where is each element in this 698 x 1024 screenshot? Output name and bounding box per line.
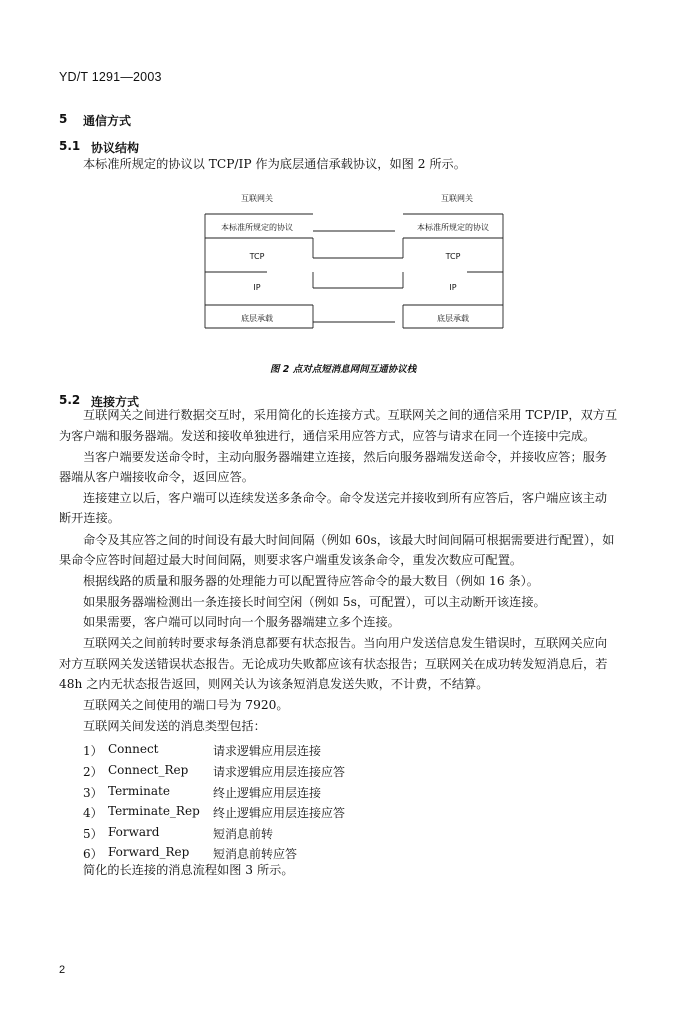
paragraph-2-line-2: 器端从客户端接收命令，返回应答。: [59, 470, 254, 484]
message-type-2-desc: 请求逻辑应用层连接应答: [213, 765, 346, 779]
message-type-1-desc: 请求逻辑应用层连接: [213, 744, 322, 758]
message-type-2-num: 2）: [83, 765, 103, 779]
paragraph-1-line-2: 为客户端和服务器端。发送和接收单独进行，通信采用应答方式，应答与请求在同一个连接中完成。: [59, 429, 596, 443]
protocol-stack-diagram: [195, 188, 515, 340]
message-type-5-num: 5）: [83, 827, 103, 841]
message-type-2-code: Connect_Rep: [108, 763, 189, 777]
section-5-1-text: 本标准所规定的协议以 TCP/IP 作为底层通信承载协议，如图 2 所示。: [83, 157, 466, 171]
paragraph-7: 如果需要，客户端可以同时向一个服务器端建立多个连接。: [83, 615, 400, 629]
message-type-4-num: 4）: [83, 806, 103, 820]
page-number: 2: [59, 964, 66, 976]
section-5-number: 5: [59, 112, 68, 126]
paragraph-10: 互联网关间发送的消息类型包括：: [83, 719, 266, 733]
section-5-title: 通信方式: [83, 114, 132, 128]
standard-id: YD/T 1291—2003: [59, 70, 162, 84]
message-type-6-code: Forward_Rep: [108, 845, 190, 859]
message-type-5-desc: 短消息前转: [213, 827, 274, 841]
paragraph-4-line-1: 命令及其应答之间的时间设有最大时间间隔（例如 60s，该最大时间间隔可根据需要进行配置），如: [83, 533, 615, 547]
paragraph-1-line-1: 互联网关之间进行数据交互时，采用简化的长连接方式。互联网关之间的通信采用 TCP/IP，双方互: [83, 408, 618, 422]
paragraph-2-line-1: 当客户端要发送命令时，主动向服务器端建立连接，然后向服务器端发送命令，并接收应答；服务: [83, 450, 608, 464]
left-layer-app: 本标准所规定的协议: [221, 223, 293, 232]
message-type-5-code: Forward: [108, 825, 160, 839]
message-type-1-code: Connect: [108, 742, 159, 756]
paragraph-8-line-2: 对方互联网关发送错误状态报告。无论成功失败都应该有状态报告；互联网关在成功转发短消息后，若: [59, 657, 608, 671]
paragraph-4-line-2: 果命令应答时间超过最大时间间隔，则要求客户端重发该条命令，重发次数应可配置。: [59, 553, 523, 567]
paragraph-3-line-1: 连接建立以后，客户端可以连续发送多条命令。命令发送完并接收到所有应答后，客户端应该主动: [83, 491, 608, 505]
right-layer-tcp: TCP: [445, 252, 461, 261]
left-gateway-label: 互联网关: [241, 194, 273, 203]
left-layer-bearer: 底层承载: [241, 314, 273, 323]
right-gateway-label: 互联网关: [441, 194, 473, 203]
figure-2-caption: 图 2 点对点短消息网间互通协议栈: [270, 364, 417, 375]
paragraph-6: 如果服务器端检测出一条连接长时间空闲（例如 5s，可配置），可以主动断开该连接。: [83, 595, 546, 609]
message-type-6-num: 6）: [83, 847, 103, 861]
message-type-4-desc: 终止逻辑应用层连接应答: [213, 806, 346, 820]
paragraph-8-line-3: 48h 之内无状态报告返回，则网关认为该条短消息发送失败，不计费，不结算。: [59, 677, 489, 691]
paragraph-3-line-2: 断开连接。: [59, 511, 120, 525]
paragraph-5: 根据线路的质量和服务器的处理能力可以配置待应答命令的最大数目（例如 16 条）。: [83, 574, 539, 588]
message-type-3-num: 3）: [83, 786, 103, 800]
right-layer-bearer: 底层承载: [437, 314, 469, 323]
message-type-6-desc: 短消息前转应答: [213, 847, 298, 861]
section-5-1-title: 协议结构: [91, 141, 140, 155]
section-5-2-title: 连接方式: [91, 395, 140, 409]
right-layer-ip: IP: [449, 283, 457, 292]
closing-text: 简化的长连接的消息流程如图 3 所示。: [83, 863, 294, 877]
section-5-2-number: 5.2: [59, 393, 81, 407]
paragraph-9: 互联网关之间使用的端口号为 7920。: [83, 698, 289, 712]
left-layer-ip: IP: [253, 283, 261, 292]
message-type-3-desc: 终止逻辑应用层连接: [213, 786, 322, 800]
right-layer-app: 本标准所规定的协议: [417, 223, 489, 232]
message-type-3-code: Terminate: [108, 784, 170, 798]
section-5-1-number: 5.1: [59, 139, 81, 153]
left-layer-tcp: TCP: [249, 252, 265, 261]
paragraph-8-line-1: 互联网关之间前转时要求每条消息都要有状态报告。当向用户发送信息发生错误时，互联网关应向: [83, 636, 608, 650]
message-type-1-num: 1）: [83, 744, 103, 758]
message-type-4-code: Terminate_Rep: [108, 804, 200, 818]
connecting-lines: [313, 231, 403, 322]
